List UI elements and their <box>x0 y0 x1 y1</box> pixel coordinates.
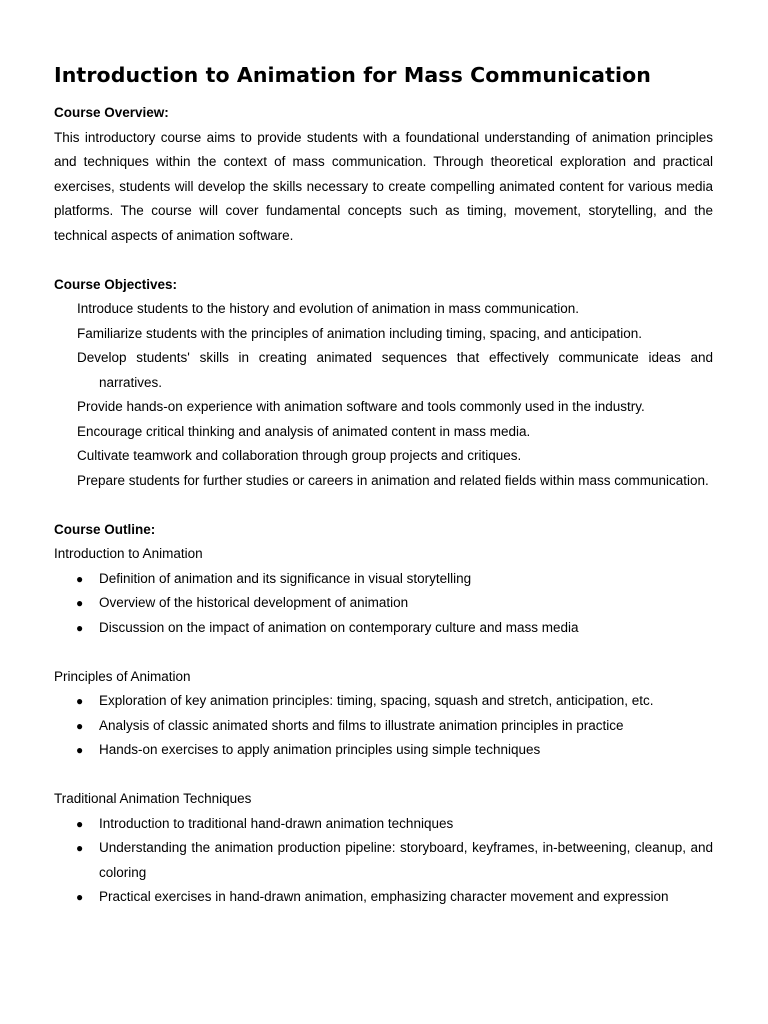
outline-item <box>54 714 713 739</box>
outline-item <box>54 616 713 641</box>
spacer <box>54 89 713 101</box>
outline-item <box>54 885 713 910</box>
objective-item: Provide hands-on experience with animation software and tools commonly used in the industry. <box>77 399 645 414</box>
spacer <box>54 493 713 518</box>
bullet-icon: ● <box>76 694 84 708</box>
outline-section-title: Traditional Animation Techniques <box>54 791 252 806</box>
outline-item-text: Definition of animation and its significance in visual storytelling <box>99 570 472 586</box>
outline-section-title: Principles of Animation <box>54 668 191 684</box>
outline-item <box>54 812 713 837</box>
outline-item-text: Discussion on the impact of animation on contemporary culture and mass media <box>99 619 579 635</box>
outline-section-list <box>54 689 713 763</box>
bullet-icon: ● <box>76 890 84 904</box>
document-title: Introduction to Animation for Mass Communication <box>54 63 651 87</box>
objective-item: Encourage critical thinking and analysis of animated content in mass media. <box>77 423 531 439</box>
outline-item-text: Practical exercises in hand-drawn animation, emphasizing character movement and expression <box>99 889 669 904</box>
outline-item-text: Analysis of classic animated shorts and films to illustrate animation principles in practice <box>99 717 624 733</box>
bullet-icon: ● <box>76 596 84 610</box>
outline-item <box>54 591 713 616</box>
outline-item-text: Understanding the animation production pipeline: storyboard, keyframes, in-betweening, cleanup, and coloring <box>99 840 713 880</box>
outline-item-text: Hands-on exercises to apply animation principles using simple techniques <box>99 742 541 757</box>
outline-section-title: Introduction to Animation <box>54 546 203 561</box>
objective-item: Cultivate teamwork and collaboration through group projects and critiques. <box>77 448 522 463</box>
objective-item: Develop students' skills in creating animated sequences that effectively communicate ideas and narratives. <box>77 350 713 390</box>
outline-item-text: Exploration of key animation principles: timing, spacing, squash and stretch, anticipation, etc. <box>99 693 654 708</box>
overview-heading: Course Overview: <box>54 105 169 120</box>
spacer <box>54 763 713 788</box>
spacer <box>54 640 713 665</box>
outline-item <box>54 689 713 714</box>
objective-item: Prepare students for further studies or careers in animation and related fields within mass communication. <box>77 472 709 488</box>
outline-item-text: Introduction to traditional hand-drawn animation techniques <box>99 815 454 831</box>
outline-item <box>54 738 713 763</box>
bullet-icon: ● <box>76 743 84 757</box>
objectives-heading: Course Objectives: <box>54 276 178 292</box>
outline-item <box>54 567 713 592</box>
objective-item: Familiarize students with the principles of animation including timing, spacing, and anticipation. <box>77 325 643 341</box>
bullet-icon: ● <box>76 816 84 831</box>
overview-text: This introductory course aims to provide students with a foundational understanding of animation principles and techniques within the context of mass communication. Through theoretical exploration and practical exercises, students will develop the skills necessary to create compelling animated content for various media platforms. The course will cover fundamental concepts such as timing, movement, storytelling, and the technical aspects of animation software. <box>54 129 713 243</box>
outline-item-text: Overview of the historical development of animation <box>99 595 409 610</box>
outline-heading: Course Outline: <box>54 521 156 537</box>
bullet-icon: ● <box>76 620 84 635</box>
objectives-list <box>54 297 713 493</box>
objective-item: Introduce students to the history and evolution of animation in mass communication. <box>77 301 580 316</box>
bullet-icon: ● <box>76 841 84 855</box>
outline-section-list <box>54 567 713 641</box>
bullet-icon: ● <box>76 571 84 586</box>
bullet-icon: ● <box>76 718 84 733</box>
spacer <box>54 248 713 273</box>
outline-item <box>54 836 713 885</box>
outline-section-list <box>54 812 713 910</box>
